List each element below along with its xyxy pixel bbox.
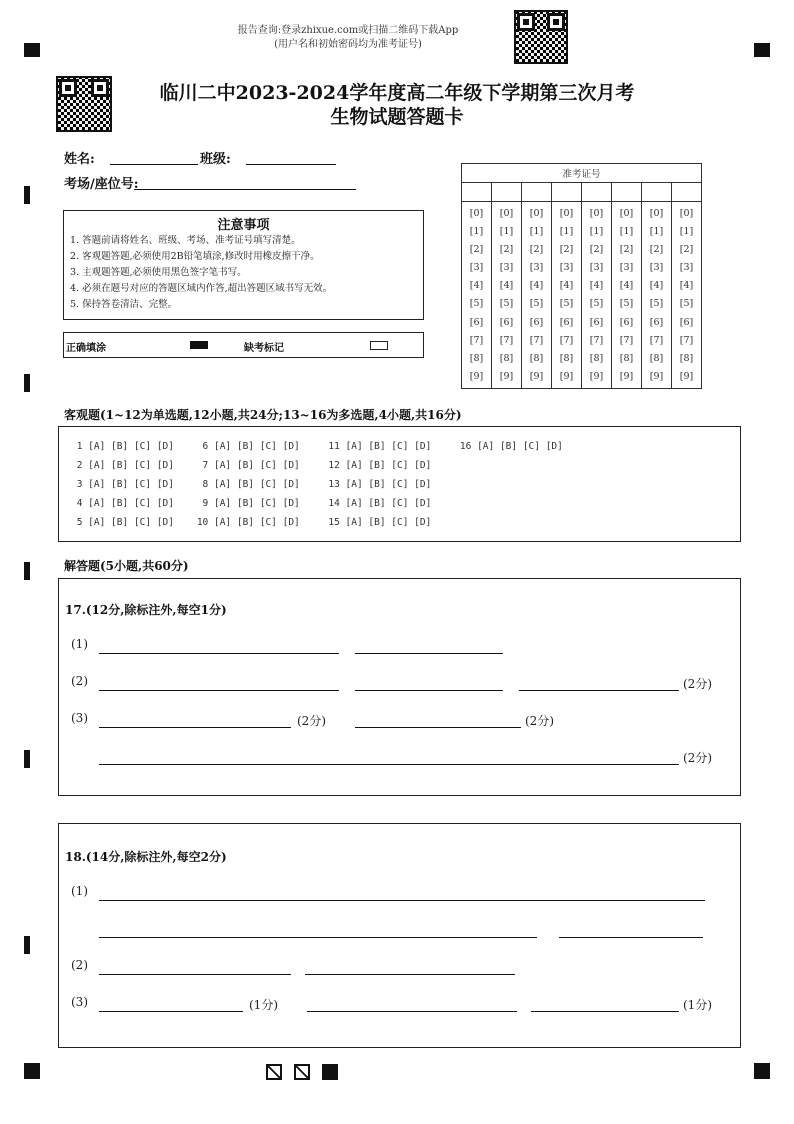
- exam-id-digit-bubble[interactable]: [2]: [469, 244, 484, 256]
- seat-field[interactable]: [134, 189, 356, 190]
- exam-id-digit-bubble[interactable]: [3]: [679, 262, 694, 274]
- exam-id-digit-bubble[interactable]: [2]: [649, 244, 664, 256]
- q17-part3-score-2: (2分): [525, 714, 554, 728]
- page-code-box-slashed: [294, 1064, 310, 1080]
- page-subtitle: 生物试题答题卡: [330, 106, 464, 128]
- exam-id-digit-bubble[interactable]: [3]: [559, 262, 574, 274]
- exam-id-digit-bubble[interactable]: [5]: [589, 298, 604, 310]
- corner-mark-top-left: [24, 43, 40, 57]
- q17-part3-blank-1[interactable]: [99, 727, 291, 728]
- exam-id-digit-bubble[interactable]: [7]: [679, 334, 694, 346]
- notice-title: 注意事项: [217, 218, 270, 233]
- q17-part1-blank-1[interactable]: [99, 653, 339, 654]
- exam-id-digit-bubble[interactable]: [7]: [469, 334, 484, 346]
- exam-id-digit-bubble[interactable]: [1]: [499, 226, 514, 238]
- exam-id-digit-bubble[interactable]: [9]: [589, 370, 604, 382]
- timing-mark: [24, 186, 30, 204]
- exam-id-digit-bubble[interactable]: [6]: [619, 316, 634, 328]
- q17-part1-blank-2[interactable]: [355, 653, 503, 654]
- exam-id-digit-bubble[interactable]: [0]: [529, 208, 544, 219]
- mc-row[interactable]: 4 [A] [B] [C] [D] 9 [A] [B] [C] [D] 14 [A] [B] [C] [D]: [71, 498, 432, 509]
- exam-id-digit-column[interactable]: [492, 202, 522, 389]
- exam-id-digit-bubble[interactable]: [3]: [469, 262, 484, 274]
- class-field[interactable]: [246, 164, 336, 165]
- exam-id-digit-column[interactable]: [672, 202, 702, 389]
- exam-id-digit-bubble[interactable]: [4]: [679, 280, 694, 292]
- exam-id-digit-bubble[interactable]: [3]: [499, 262, 514, 274]
- notice-item: 3. 主观题答题,必须使用黑色签字笔书写。: [70, 267, 247, 278]
- q18-part1-blank-2[interactable]: [99, 937, 537, 938]
- exam-id-write-cell[interactable]: [672, 183, 702, 202]
- exam-id-digit-bubble[interactable]: [6]: [559, 316, 574, 328]
- exam-id-digit-bubble[interactable]: [3]: [529, 262, 544, 274]
- exam-id-write-cell[interactable]: [582, 183, 612, 202]
- exam-id-digit-bubble[interactable]: [5]: [619, 298, 634, 310]
- exam-id-digit-bubble[interactable]: [5]: [469, 298, 484, 310]
- exam-id-digit-bubble[interactable]: [9]: [529, 370, 544, 382]
- correct-fill-sample: [190, 341, 208, 349]
- notice-box: [63, 210, 424, 320]
- exam-id-digit-bubble[interactable]: [6]: [589, 316, 604, 328]
- exam-id-digit-bubble[interactable]: [8]: [619, 352, 634, 364]
- exam-id-digit-bubble[interactable]: [2]: [499, 244, 514, 256]
- exam-id-digit-bubble[interactable]: [6]: [679, 316, 694, 328]
- exam-id-digit-column[interactable]: [642, 202, 672, 389]
- exam-id-digit-bubble[interactable]: [6]: [649, 316, 664, 328]
- class-label: 班级:: [200, 152, 231, 167]
- fill-legend-box: [63, 332, 424, 358]
- name-label: 姓名:: [64, 152, 95, 167]
- exam-id-digit-bubble[interactable]: [7]: [589, 334, 604, 346]
- exam-id-digit-bubble[interactable]: [6]: [529, 316, 544, 328]
- timing-mark: [24, 750, 30, 768]
- q18-part2-blank-2[interactable]: [305, 974, 515, 975]
- exam-id-digit-bubble[interactable]: [0]: [499, 208, 514, 219]
- exam-id-digit-bubble[interactable]: [5]: [499, 298, 514, 310]
- q18-part2-blank-1[interactable]: [99, 974, 291, 975]
- exam-id-grid: [461, 163, 702, 389]
- exam-id-write-cell[interactable]: [522, 183, 552, 202]
- exam-id-digit-column[interactable]: [612, 202, 642, 389]
- exam-id-digit-bubble[interactable]: [2]: [589, 244, 604, 256]
- exam-id-digit-bubble[interactable]: [4]: [589, 280, 604, 292]
- exam-id-digit-bubble[interactable]: [9]: [559, 370, 574, 382]
- subjective-section-label: 解答题(5小题,共60分): [64, 559, 189, 573]
- exam-id-digit-bubble[interactable]: [7]: [559, 334, 574, 346]
- exam-id-digit-bubble[interactable]: [8]: [559, 352, 574, 364]
- exam-id-digit-bubble[interactable]: [2]: [679, 244, 694, 256]
- q18-part3-blank-3[interactable]: [531, 1011, 679, 1012]
- q17-part2-blank-1[interactable]: [99, 690, 339, 691]
- q17-part3-blank-2[interactable]: [355, 727, 521, 728]
- q17-part3-score-1: (2分): [297, 714, 326, 728]
- exam-id-digit-bubble[interactable]: [6]: [469, 316, 484, 328]
- question-18-header: 18.(14分,除标注外,每空2分): [65, 850, 227, 864]
- q17-part3-label: (3): [71, 711, 88, 725]
- timing-mark: [24, 374, 30, 392]
- notice-item: 4. 必须在题号对应的答题区域内作答,超出答题区域书写无效。: [70, 283, 333, 294]
- qr-code-download-app: [514, 10, 568, 64]
- report-query-note: [198, 24, 498, 52]
- corner-mark-bottom-right: [754, 1063, 770, 1079]
- exam-id-digit-bubble[interactable]: [8]: [589, 352, 604, 364]
- exam-id-digit-column[interactable]: [552, 202, 582, 389]
- exam-id-digit-bubble[interactable]: [8]: [649, 352, 664, 364]
- exam-id-digit-bubble[interactable]: [5]: [649, 298, 664, 310]
- objective-answer-box: [58, 426, 741, 542]
- absent-mark-label: 缺考标记: [244, 343, 284, 354]
- exam-id-digit-bubble[interactable]: [1]: [679, 226, 694, 238]
- seat-label: 考场/座位号:: [64, 177, 139, 192]
- exam-id-digit-bubble[interactable]: [2]: [529, 244, 544, 256]
- exam-id-digit-bubble[interactable]: [8]: [499, 352, 514, 364]
- exam-id-digit-bubble[interactable]: [1]: [589, 226, 604, 238]
- q18-part1-label: (1): [71, 884, 88, 898]
- mc-row[interactable]: 2 [A] [B] [C] [D] 7 [A] [B] [C] [D] 12 [A] [B] [C] [D]: [71, 460, 432, 471]
- exam-id-digit-bubble[interactable]: [8]: [529, 352, 544, 364]
- exam-id-digit-bubble[interactable]: [5]: [679, 298, 694, 310]
- name-field[interactable]: [110, 164, 198, 165]
- question-17-header: 17.(12分,除标注外,每空1分): [65, 603, 227, 617]
- exam-id-digit-bubble[interactable]: [5]: [529, 298, 544, 310]
- exam-id-digit-bubble[interactable]: [6]: [499, 316, 514, 328]
- q18-part3-label: (3): [71, 995, 88, 1009]
- exam-id-digit-bubble[interactable]: [7]: [649, 334, 664, 346]
- page-code-box-filled: [322, 1064, 338, 1080]
- q17-part3-blank-3[interactable]: [99, 764, 679, 765]
- exam-id-digit-column[interactable]: [522, 202, 552, 389]
- q17-part2-blank-2[interactable]: [355, 690, 503, 691]
- notice-item: 2. 客观题答题,必须使用2B铅笔填涂,修改时用橡皮擦干净。: [70, 251, 320, 262]
- q17-part2-score: (2分): [683, 677, 712, 691]
- exam-id-digit-bubble[interactable]: [3]: [619, 262, 634, 274]
- exam-id-digit-bubble[interactable]: [3]: [649, 262, 664, 274]
- exam-id-digit-bubble[interactable]: [7]: [619, 334, 634, 346]
- question-18-box: [58, 823, 741, 1048]
- exam-id-write-cell[interactable]: [492, 183, 522, 202]
- q18-part1-blank-1[interactable]: [99, 900, 705, 901]
- q18-part3-blank-1[interactable]: [99, 1011, 243, 1012]
- exam-id-digit-bubble[interactable]: [4]: [649, 280, 664, 292]
- exam-id-digit-bubble[interactable]: [1]: [649, 226, 664, 238]
- exam-id-digit-bubble[interactable]: [1]: [529, 226, 544, 238]
- exam-id-write-cell[interactable]: [552, 183, 582, 202]
- timing-mark: [24, 562, 30, 580]
- objective-section-label: 客观题(1~12为单选题,12小题,共24分;13~16为多选题,4小题,共16分): [64, 408, 462, 422]
- absent-mark-checkbox[interactable]: [370, 341, 388, 350]
- exam-id-digit-bubble[interactable]: [0]: [649, 208, 664, 219]
- q18-part3-score-2: (1分): [683, 998, 712, 1012]
- corner-mark-bottom-left: [24, 1063, 40, 1079]
- report-query-line2: (用户名和初始密码均为准考证号): [274, 39, 422, 50]
- q17-part2-label: (2): [71, 674, 88, 688]
- exam-id-digit-bubble[interactable]: [4]: [559, 280, 574, 292]
- exam-id-digit-bubble[interactable]: [7]: [499, 334, 514, 346]
- exam-id-digit-bubble[interactable]: [0]: [619, 208, 634, 219]
- exam-id-digit-bubble[interactable]: [0]: [559, 208, 574, 219]
- exam-id-digit-bubble[interactable]: [9]: [499, 370, 514, 382]
- exam-id-digit-bubble[interactable]: [4]: [619, 280, 634, 292]
- mc-row[interactable]: 3 [A] [B] [C] [D] 8 [A] [B] [C] [D] 13 [A] [B] [C] [D]: [71, 479, 432, 490]
- q18-part1-blank-3[interactable]: [559, 937, 703, 938]
- exam-id-digit-bubble[interactable]: [4]: [499, 280, 514, 292]
- exam-id-digit-bubble[interactable]: [3]: [589, 262, 604, 274]
- exam-id-digit-bubble[interactable]: [4]: [469, 280, 484, 292]
- exam-id-digit-bubble[interactable]: [8]: [679, 352, 694, 364]
- correct-fill-label: 正确填涂: [66, 343, 106, 354]
- q17-part3-score-3: (2分): [683, 751, 712, 765]
- timing-mark: [24, 936, 30, 954]
- exam-id-digit-bubble[interactable]: [0]: [679, 208, 694, 219]
- page-code-box-slashed: [266, 1064, 282, 1080]
- mc-row[interactable]: 1 [A] [B] [C] [D] 6 [A] [B] [C] [D] 11 [A] [B] [C] [D] 16 [A] [B] [C] [D]: [71, 441, 563, 452]
- page-title: 临川二中2023-2024学年度高二年级下学期第三次月考: [159, 82, 635, 104]
- corner-mark-top-right: [754, 43, 770, 57]
- exam-id-digit-bubble[interactable]: [2]: [619, 244, 634, 256]
- exam-id-digit-bubble[interactable]: [9]: [619, 370, 634, 382]
- exam-id-digit-bubble[interactable]: [9]: [649, 370, 664, 382]
- mc-row[interactable]: 5 [A] [B] [C] [D] 10 [A] [B] [C] [D] 15 [A] [B] [C] [D]: [71, 517, 432, 528]
- exam-id-digit-column[interactable]: [582, 202, 612, 389]
- exam-id-digit-bubble[interactable]: [7]: [529, 334, 544, 346]
- exam-id-digit-bubble[interactable]: [9]: [469, 370, 484, 382]
- question-17-box: [58, 578, 741, 796]
- q17-part2-blank-3[interactable]: [519, 690, 679, 691]
- exam-id-digit-bubble[interactable]: [2]: [559, 244, 574, 256]
- exam-id-title: 准考证号: [462, 164, 702, 183]
- notice-item: 5. 保持答卷清洁、完整。: [70, 299, 178, 310]
- exam-id-write-cell[interactable]: [612, 183, 642, 202]
- exam-id-digit-bubble[interactable]: [1]: [619, 226, 634, 238]
- exam-id-digit-bubble[interactable]: [0]: [469, 208, 484, 219]
- exam-id-digit-bubble[interactable]: [8]: [469, 352, 484, 364]
- report-query-line1: 报告查询:登录zhixue.com或扫描二维码下载App: [237, 25, 459, 36]
- exam-id-digit-bubble[interactable]: [4]: [529, 280, 544, 292]
- exam-id-write-cell[interactable]: [642, 183, 672, 202]
- q18-part3-blank-2[interactable]: [307, 1011, 517, 1012]
- exam-id-write-cell[interactable]: [462, 183, 492, 202]
- q18-part2-label: (2): [71, 958, 88, 972]
- q17-part1-label: (1): [71, 637, 88, 651]
- exam-id-digit-bubble[interactable]: [1]: [559, 226, 574, 238]
- exam-id-digit-column[interactable]: [462, 202, 492, 389]
- exam-id-digit-bubble[interactable]: [5]: [559, 298, 574, 310]
- exam-id-digit-bubble[interactable]: [0]: [589, 208, 604, 219]
- exam-id-digit-bubble[interactable]: [1]: [469, 226, 484, 238]
- exam-id-digit-bubble[interactable]: [9]: [679, 370, 694, 382]
- notice-item: 1. 答题前请将姓名、班级、考场、准考证号填写清楚。: [70, 235, 301, 246]
- q18-part3-score-1: (1分): [249, 998, 278, 1012]
